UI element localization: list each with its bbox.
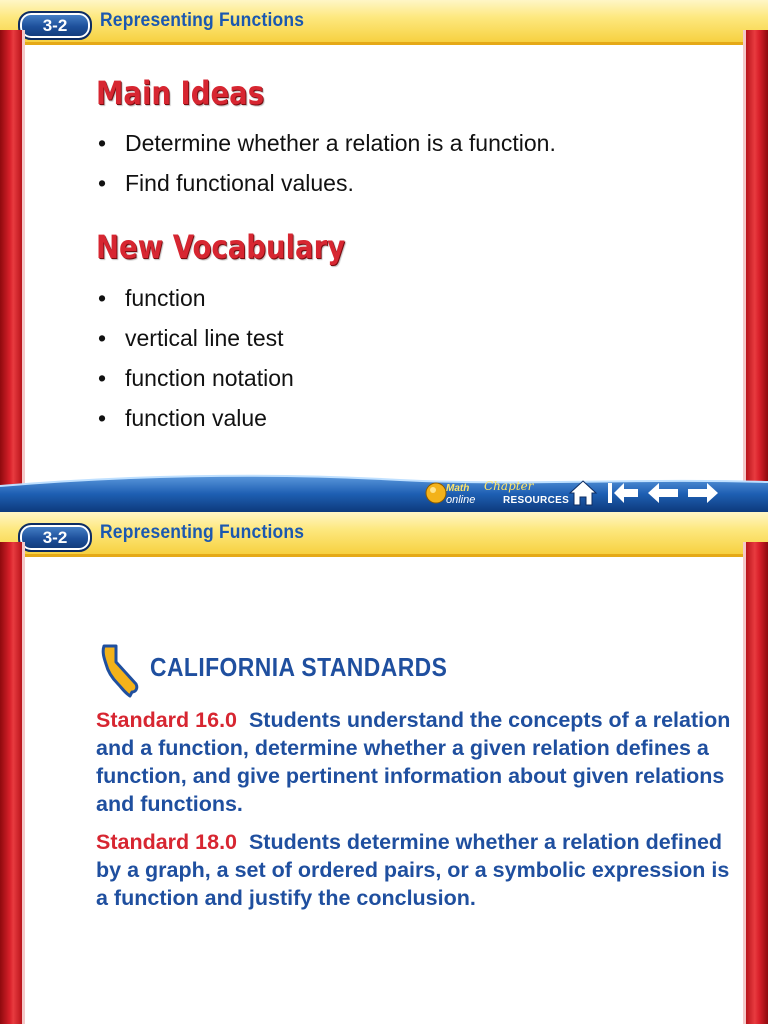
slide-navigation — [566, 478, 720, 508]
list-item: • Find functional values. — [98, 170, 354, 196]
standards-heading: CALIFORNIA STANDARDS — [150, 652, 448, 682]
next-slide-icon — [686, 480, 720, 506]
left-border — [0, 30, 22, 512]
header-divider — [0, 42, 768, 45]
standard-text: Students understand the concepts of a relation and a function, determine whether a given relation defines a function, and give pertinent information about given relations and functions. — [96, 708, 731, 816]
standard-16 — [96, 706, 736, 818]
left-border — [0, 542, 22, 1024]
list-item: • function value — [98, 405, 267, 431]
header-divider — [0, 554, 768, 557]
vocabulary-list — [98, 278, 294, 438]
header-title: Representing Functions — [100, 10, 305, 31]
california-state-icon — [96, 642, 144, 698]
main-ideas-list — [98, 123, 556, 203]
first-slide-button[interactable] — [606, 478, 640, 508]
previous-slide-button[interactable] — [646, 478, 680, 508]
new-vocabulary-heading: New Vocabulary — [96, 228, 346, 266]
chapter-resources-label[interactable]: Chapter — [484, 479, 534, 493]
standard-text: Students determine whether a relation defined by a graph, a set of ordered pairs, or a symbolic expression is a function and justify the conclusion. — [96, 830, 730, 910]
resources-label[interactable]: RESOURCES — [503, 495, 570, 506]
next-slide-button[interactable] — [686, 478, 720, 508]
standard-label: Standard 16.0 — [96, 708, 237, 732]
right-border — [746, 542, 768, 1024]
list-item: • function notation — [98, 365, 294, 391]
lesson-badge: 3-2 — [18, 11, 92, 40]
home-icon — [568, 479, 598, 507]
home-button[interactable] — [566, 478, 600, 508]
standard-label: Standard 18.0 — [96, 830, 237, 854]
online-label: online — [446, 494, 476, 506]
previous-slide-icon — [646, 480, 680, 506]
header-title: Representing Functions — [100, 522, 305, 543]
list-item: • function — [98, 285, 206, 311]
lesson-badge: 3-2 — [18, 523, 92, 552]
math-label: Math — [446, 483, 470, 494]
main-ideas-heading: Main Ideas — [96, 74, 265, 112]
first-slide-icon — [606, 480, 640, 506]
right-border — [746, 30, 768, 512]
list-item: • vertical line test — [98, 325, 284, 351]
standard-18 — [96, 828, 736, 912]
list-item: • Determine whether a relation is a function. — [98, 130, 556, 156]
